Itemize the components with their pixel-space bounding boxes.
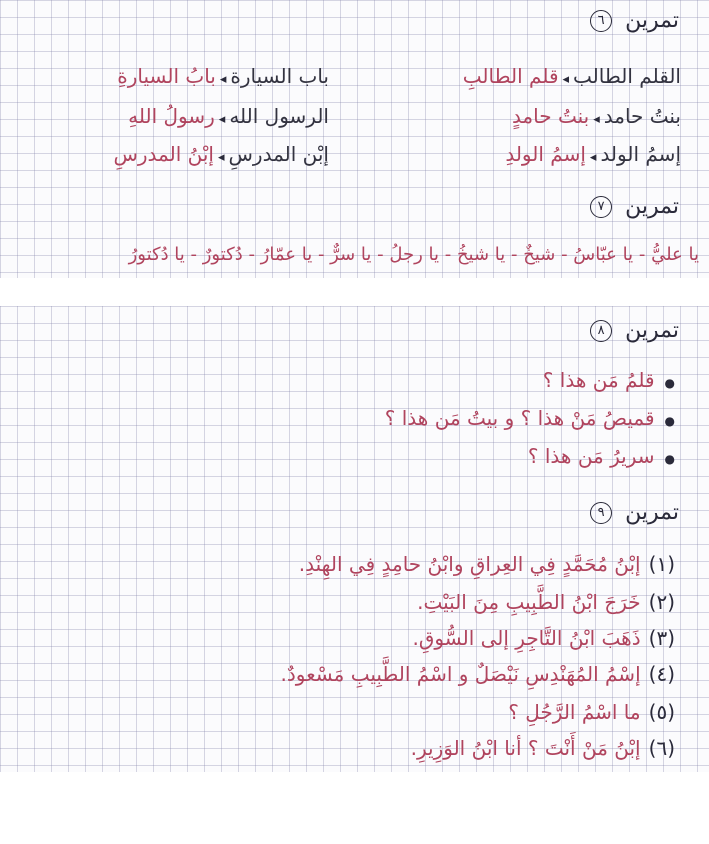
- exercise-8-number: ٨: [590, 320, 612, 342]
- exercise-8-title: [590, 318, 679, 343]
- item-text: قلمُ مَن هذا ؟: [542, 368, 655, 392]
- line-text: إسْمُ المُهَنْدِسِ نَيْصَلٌ و اسْمُ الطَّبِيبِ مَسْعودٌ.: [280, 662, 641, 686]
- pair-to: رسولُ اللهِ: [128, 104, 215, 128]
- line-text: إبْنُ مَنْ أَنْتَ ؟ أنا ابْنُ الوَزِيرِ.: [410, 736, 641, 760]
- pair-to: إسمُ الولدِ: [505, 142, 586, 166]
- line-number: (٥): [648, 700, 675, 724]
- pair-from: إسمُ الولد: [600, 142, 681, 166]
- ex9-line-3: [413, 626, 675, 650]
- line-number: (١): [648, 552, 675, 576]
- line-text: ما اسْمُ الرَّجُلِ ؟: [508, 700, 641, 724]
- ex6-pair-2: [117, 64, 329, 88]
- exercise-7-number: ٧: [590, 196, 612, 218]
- line-text: خَرَجَ ابْنُ الطَّبِيبِ مِنَ البَيْتِ.: [417, 590, 641, 614]
- ex9-line-1: [299, 552, 675, 576]
- ex6-pair-5: [505, 142, 681, 166]
- item-text: سريرُ مَن هذا ؟: [527, 444, 655, 468]
- bullet-icon: ●: [664, 452, 675, 466]
- pair-from: القلم الطالب: [573, 64, 681, 88]
- arrow-icon: ◂: [217, 150, 225, 165]
- graph-paper-top: [0, 0, 709, 278]
- exercise-9-number: ٩: [590, 502, 612, 524]
- ex9-line-5: [508, 700, 675, 724]
- ex6-pair-4: [128, 104, 329, 128]
- line-text: ذَهَبَ ابْنُ التَّاجِرِ إلى السُّوقِ.: [412, 626, 641, 650]
- bullet-icon: ●: [664, 414, 675, 428]
- ex9-line-2: [417, 590, 675, 614]
- line-number: (٦): [648, 736, 675, 760]
- ex6-pair-1: [463, 64, 681, 88]
- arrow-icon: ◂: [219, 72, 227, 87]
- exercise-9-label: تمرين: [625, 500, 679, 525]
- exercise-7-title: [590, 194, 679, 219]
- exercise-6-title: [590, 8, 679, 33]
- exercise-6-number: ٦: [590, 10, 612, 32]
- pair-from: باب السيارة: [230, 64, 329, 88]
- pair-to: قلم الطالبِ: [462, 64, 559, 88]
- arrow-icon: ◂: [218, 112, 226, 127]
- line-text: إبْنُ مُحَمَّدٍ فِي العِراقِ وابْنُ حامِدٍ فِي الهِنْدِ.: [298, 552, 641, 576]
- pair-from: بنتُ حامد: [603, 104, 681, 128]
- item-text: قميصُ مَنْ هذا ؟ و بيتُ مَن هذا ؟: [384, 406, 655, 430]
- ex9-line-6: [411, 736, 675, 760]
- arrow-icon: ◂: [593, 112, 600, 127]
- exercise-6-label: تمرين: [625, 8, 679, 33]
- pair-to: إبْنُ المدرسِ: [113, 142, 214, 166]
- ex6-pair-3: [512, 104, 681, 128]
- exercise-9-title: [590, 500, 679, 525]
- ex8-item-3: [528, 444, 675, 468]
- ex8-item-1: [543, 368, 675, 392]
- pair-from: الرسول الله: [229, 104, 329, 128]
- line-number: (٤): [648, 662, 675, 686]
- ex9-line-4: [281, 662, 675, 686]
- bullet-icon: ●: [664, 376, 675, 390]
- ex8-item-2: [385, 406, 675, 430]
- line-number: (٢): [648, 590, 675, 614]
- exercise-8-label: تمرين: [625, 318, 679, 343]
- ex6-pair-6: [113, 142, 329, 166]
- pair-to: بابُ السيارةِ: [117, 64, 216, 88]
- page-gap: [0, 278, 709, 306]
- ex7-line: يا عليُّ - يا عبّاسُ - شيخٌ - يا شيخُ - يا رجلُ - يا سرٌّ - يا عمّارُ - دُكتورٌ - يا دُكتورُ: [128, 244, 699, 265]
- exercise-7-label: تمرين: [625, 194, 679, 219]
- pair-from: إبْن المدرسِ: [228, 142, 329, 166]
- line-number: (٣): [648, 626, 675, 650]
- pair-to: بنتُ حامدٍ: [511, 104, 590, 128]
- arrow-icon: ◂: [562, 72, 570, 87]
- arrow-icon: ◂: [589, 150, 597, 165]
